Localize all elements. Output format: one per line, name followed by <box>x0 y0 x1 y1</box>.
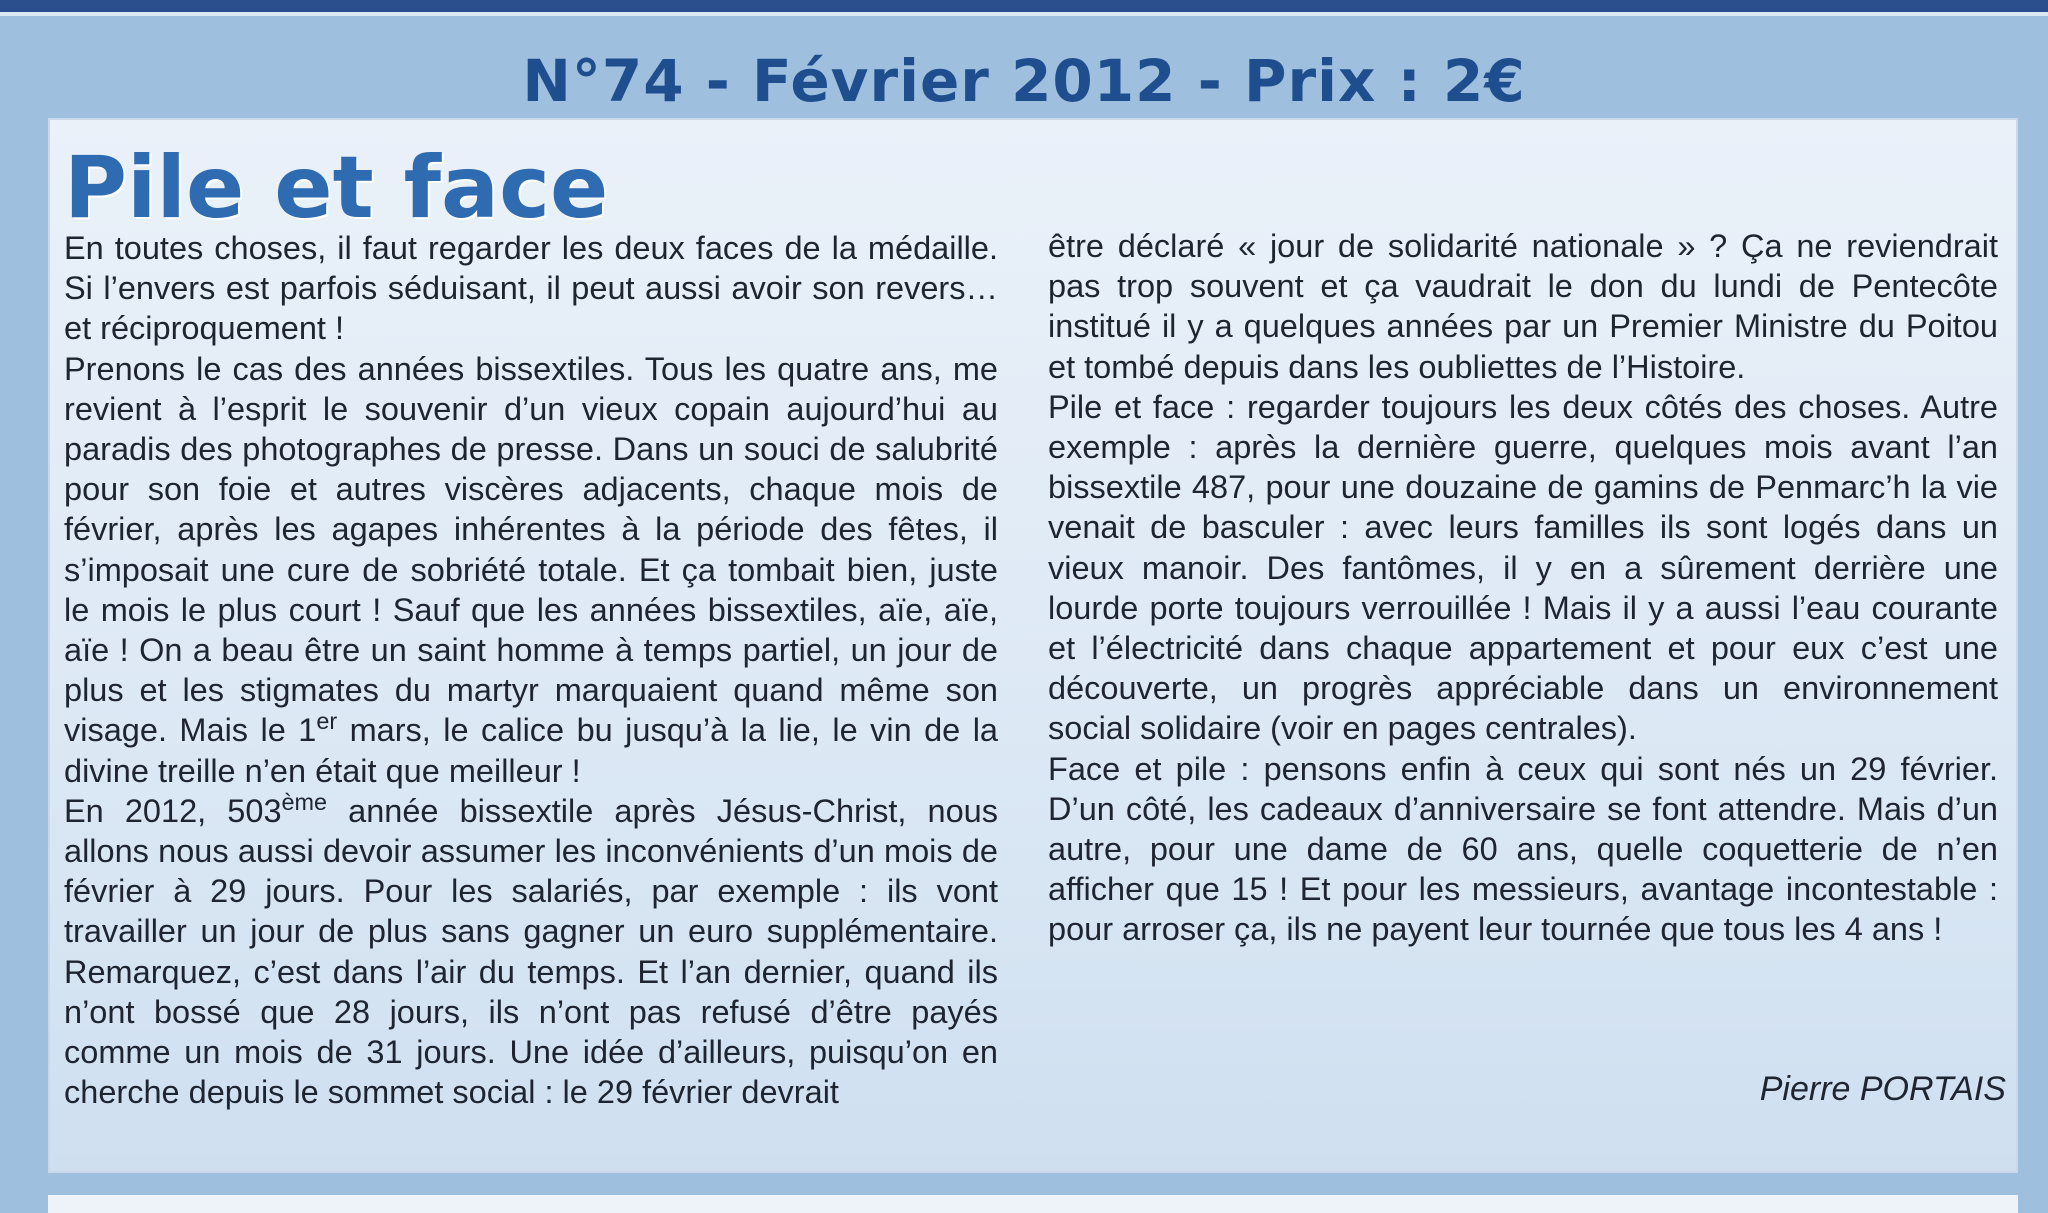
article-title: Pile et face <box>64 138 609 238</box>
bottom-band <box>48 1195 2018 1213</box>
paragraph: être déclaré « jour de solidarité nationale » ? Ça ne reviendrait pas trop souvent et ça vaudrait le don du lundi de Pentecôte institué il y a quelques années par un Premier Ministre du Poitou et tombé depuis dans les oubliettes de l’Histoire. <box>1048 228 1998 385</box>
article-column-right <box>1048 226 1998 950</box>
top-rule <box>0 0 2048 12</box>
top-rule-highlight <box>0 12 2048 16</box>
header-separator: - <box>684 47 753 115</box>
author-signature: Pierre PORTAIS <box>1759 1070 2006 1108</box>
paragraph: Pile et face : regarder toujours les deux côtés des choses. Autre exemple : après la dernière guerre, quelques mois avant l’an bissextile 487, pour une douzaine de gamins de Penmarc’h la vie venait de basculer : avec leurs familles ils sont logés dans un vieux manoir. Des fantômes, il y en a sûrement derrière une lourde porte toujours verrouillée ! Mais il y a aussi l’eau courante et l’électricité dans chaque appartement et pour eux c’est une découverte, un progrès appréciable dans un environnement social solidaire (voir en pages centrales). <box>1048 388 1998 747</box>
paragraph: En 2012, 503ème année bissextile après Jésus-Christ, nous allons nous aussi devoir assumer les inconvénients d’un mois de février à 29 jours. Pour les salariés, par exemple : ils vont travailler un jour de plus sans gagner un euro supplémentaire. Remarquez, c’est dans l’air du temps. Et l’an dernier, quand ils n’ont bossé que 28 jours, ils n’ont pas refusé d’être payés comme un mois de 31 jours. Une idée d’ailleurs, puisqu’on en cherche depuis le sommet social : le 29 février devrait <box>64 789 998 1111</box>
article-column-left <box>64 228 998 1112</box>
header-separator: - <box>1176 47 1244 115</box>
paragraph: En toutes choses, il faut regarder les deux faces de la médaille. Si l’envers est parfois séduisant, il peut aussi avoir son revers… et réciproquement ! <box>64 230 998 347</box>
issue-price: Prix : 2€ <box>1243 47 1526 115</box>
paragraph: Face et pile : pensons enfin à ceux qui sont nés un 29 février. D’un côté, les cadeaux d’anniversaire se font attendre. Mais d’un autre, pour une dame de 60 ans, quelle coquetterie de n’en afficher que 15 ! Et pour les messieurs, avantage incontestable : pour arroser ça, ils ne payent leur tournée que tous les 4 ans ! <box>1048 750 1998 948</box>
issue-number: N°74 <box>522 47 685 115</box>
issue-date: Février 2012 <box>752 47 1177 115</box>
issue-header <box>0 36 2048 126</box>
paragraph: Prenons le cas des années bissextiles. Tous les quatre ans, me revient à l’esprit le souvenir d’un vieux copain aujourd’hui au paradis des photographes de presse. Dans un souci de salubrité pour son foie et autres viscères adjacents, chaque mois de février, après les agapes inhérentes à la période des fêtes, il s’imposait une cure de sobriété totale. Et ça tombait bien, juste le mois le plus court ! Sauf que les années bissextiles, aïe, aïe, aïe ! On a beau être un saint homme à temps partiel, un jour de plus et les stigmates du martyr marquaient quand même son visage. Mais le 1er mars, le calice bu jusqu’à la lie, le vin de la divine treille n’en était que meilleur ! <box>64 350 998 789</box>
